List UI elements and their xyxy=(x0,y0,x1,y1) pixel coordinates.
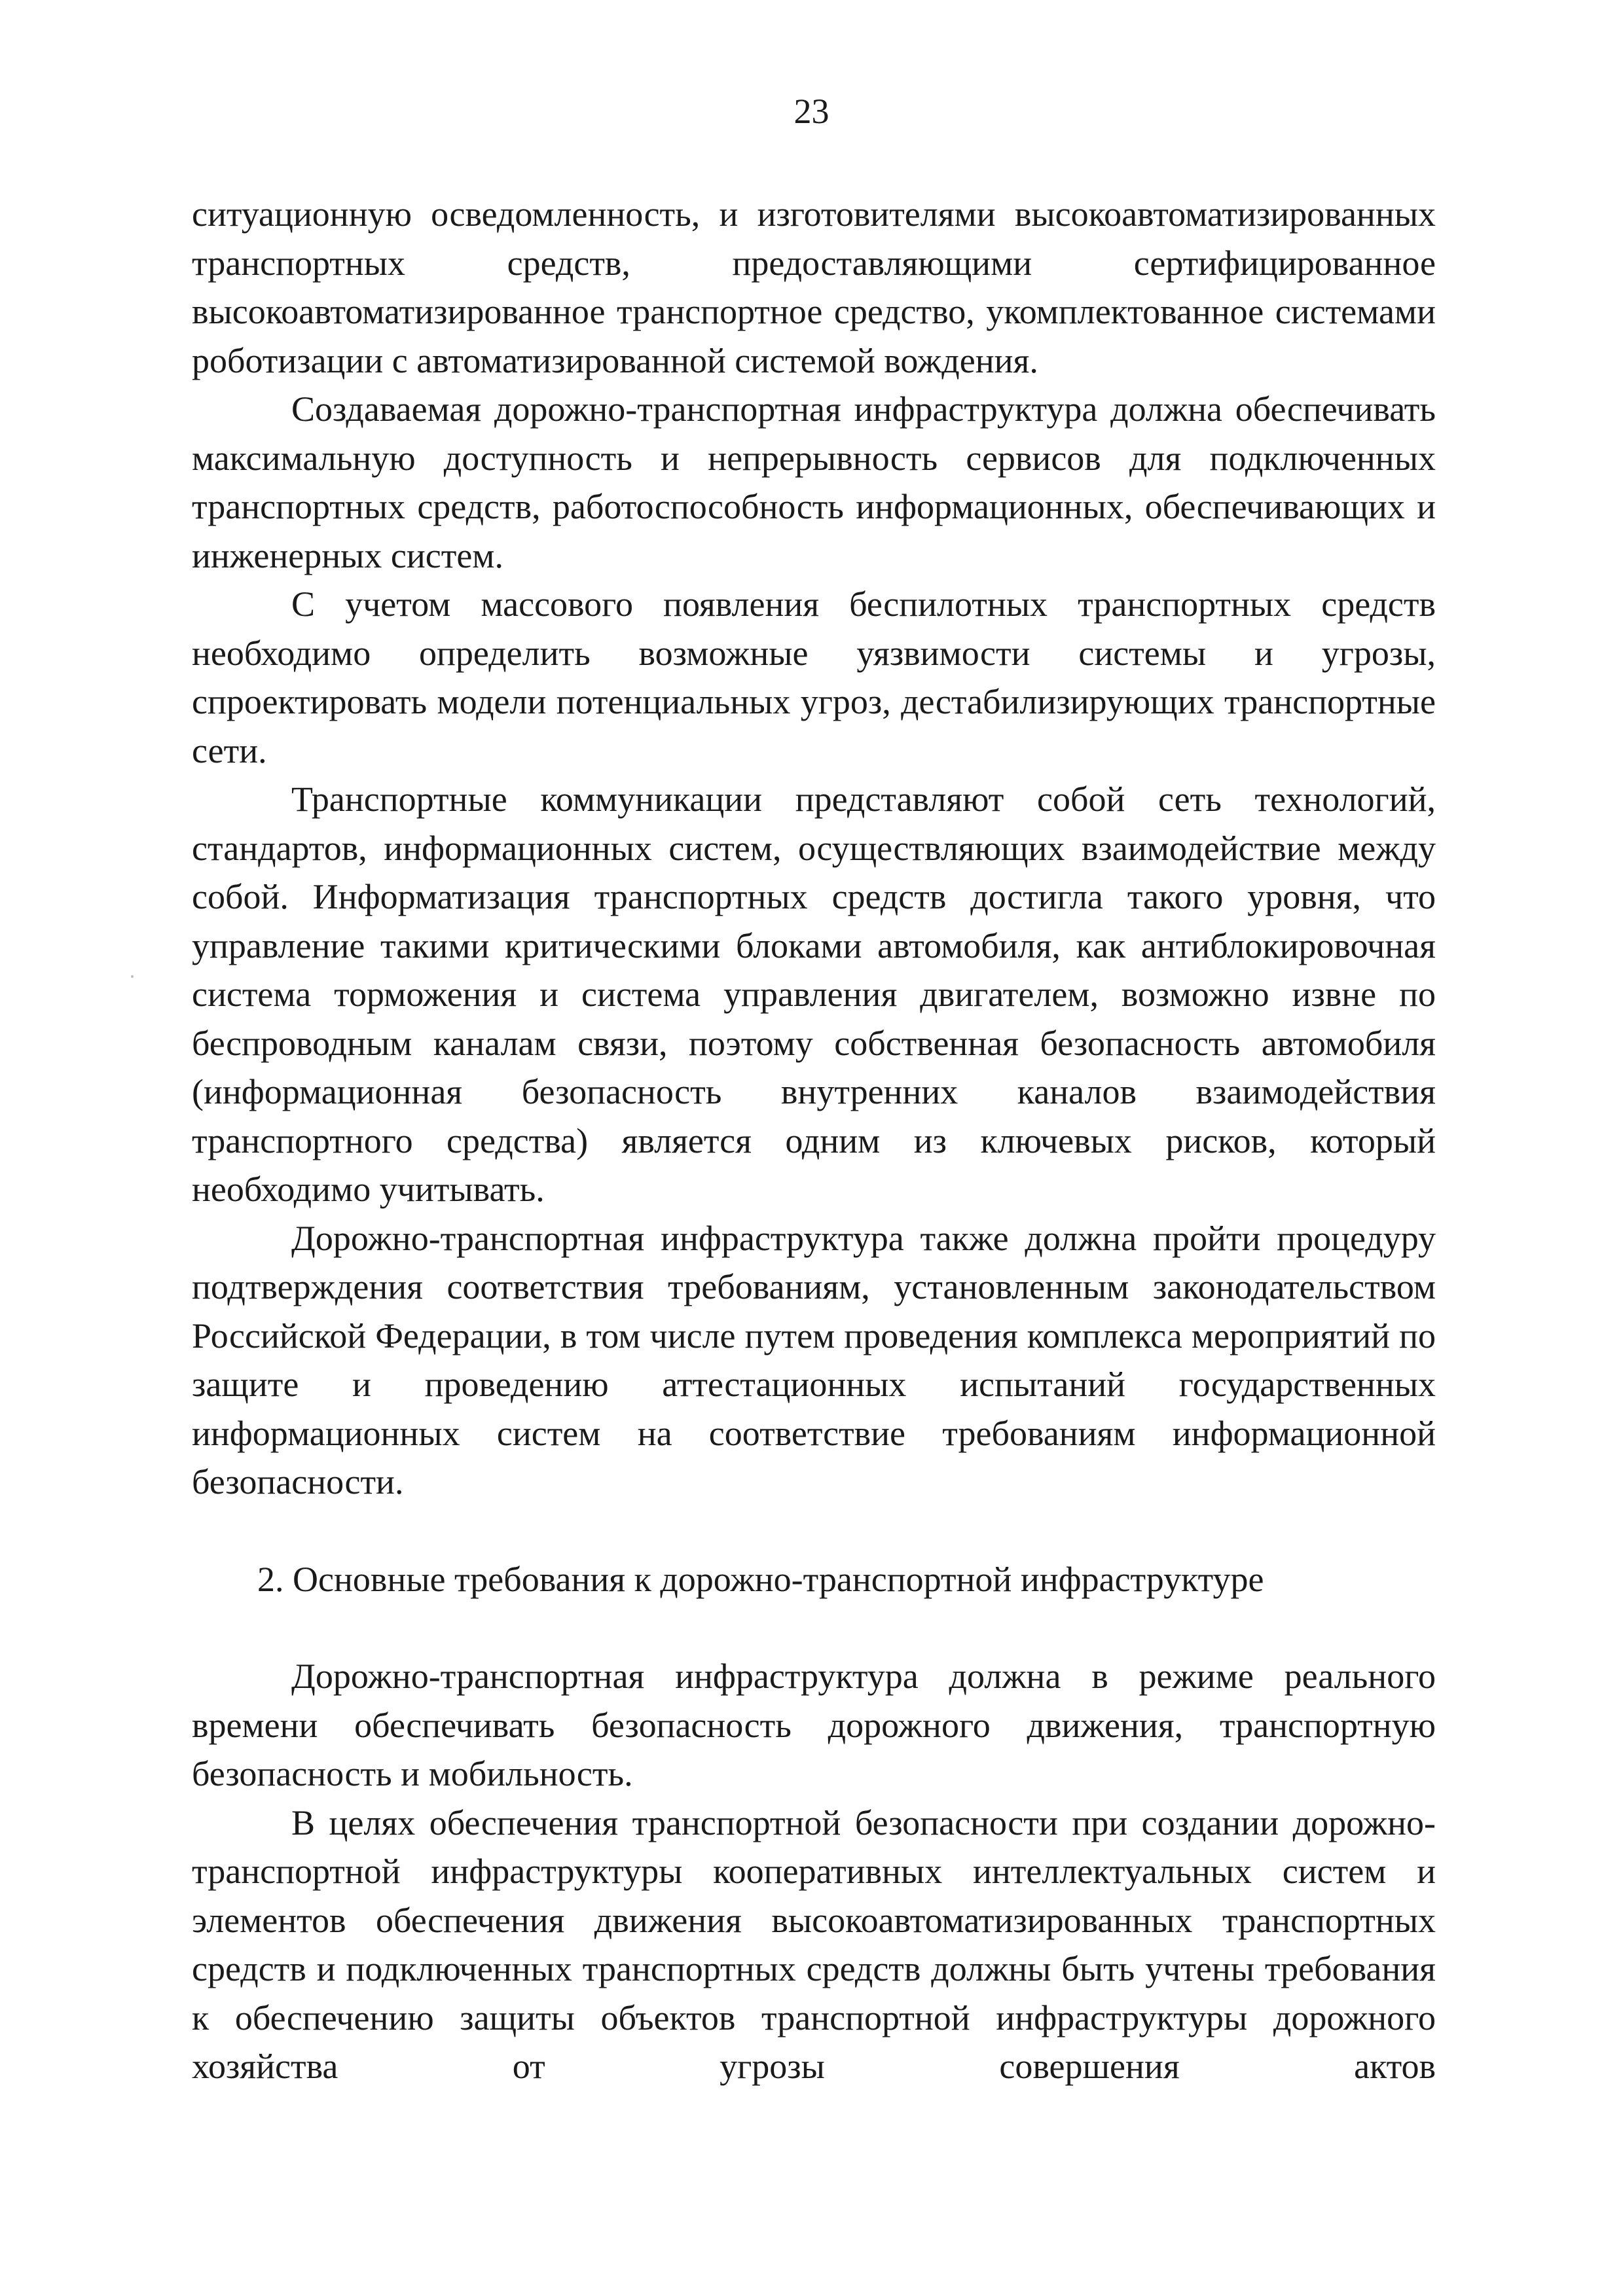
paragraph: С учетом массового появления беспилотных транспортных средств необходимо определить возможные уязвимости системы и угрозы, спроектировать модели потенциальных угроз, дестабилизирующих транспортные сети. xyxy=(192,584,1436,770)
paragraph-continuation: ситуационную осведомленность, и изготовителями высокоавтоматизированных транспортных средств, предоставляющими сертифицированное высокоавтоматизированное транспортное средство, укомплектованное системами роботизации с автоматизированной системой вождения. xyxy=(192,194,1436,380)
paragraph: Дорожно-транспортная инфраструктура также должна пройти процедуру подтверждения соответствия требованиям, установленным законодательством Российской Федерации, в том числе путем проведения комплекса мероприятий по защите и проведению аттестационных испытаний государственных информационных систем на соответствие требованиям информационной безопасности. xyxy=(192,1218,1436,1501)
section-paragraph: В целях обеспечения транспортной безопасности при создании дорожно-транспортной инфраструктуры кооперативных интеллектуальных систем и элементов обеспечения движения высокоавтоматизированных транспортных средств и подключенных транспортных средств должны быть учтены требования к обеспечению защиты объектов транспортной инфраструктуры дорожного хозяйства от угрозы совершения актов xyxy=(192,1803,1436,2086)
paragraph: Транспортные коммуникации представляют собой сеть технологий, стандартов, информационных систем, осуществляющих взаимодействие между собой. Информатизация транспортных средств достигла такого уровня, что управление такими критическими блоками автомобиля, как антиблокировочная система торможения и система управления двигателем, возможно извне по беспроводным каналам связи, поэтому собственная безопасность автомобиля (информационная безопасность внутренних каналов взаимодействия транспортного средства) является одним из ключевых рисков, который необходимо учитывать. xyxy=(192,780,1436,1209)
scan-speck xyxy=(131,975,134,978)
section-paragraph: Дорожно-транспортная инфраструктура должна в режиме реального времени обеспечивать безопасность дорожного движения, транспортную безопасность и мобильность. xyxy=(192,1657,1436,1793)
section-heading: 2. Основные требования к дорожно-транспортной инфраструктуре xyxy=(257,1559,1264,1599)
paragraph: Создаваемая дорожно-транспортная инфраструктура должна обеспечивать максимальную доступность и непрерывность сервисов для подключенных транспортных средств, работоспособность информационных, обеспечивающих и инженерных систем. xyxy=(192,389,1436,575)
document-body xyxy=(192,190,1436,2091)
page-number: 23 xyxy=(793,92,830,131)
